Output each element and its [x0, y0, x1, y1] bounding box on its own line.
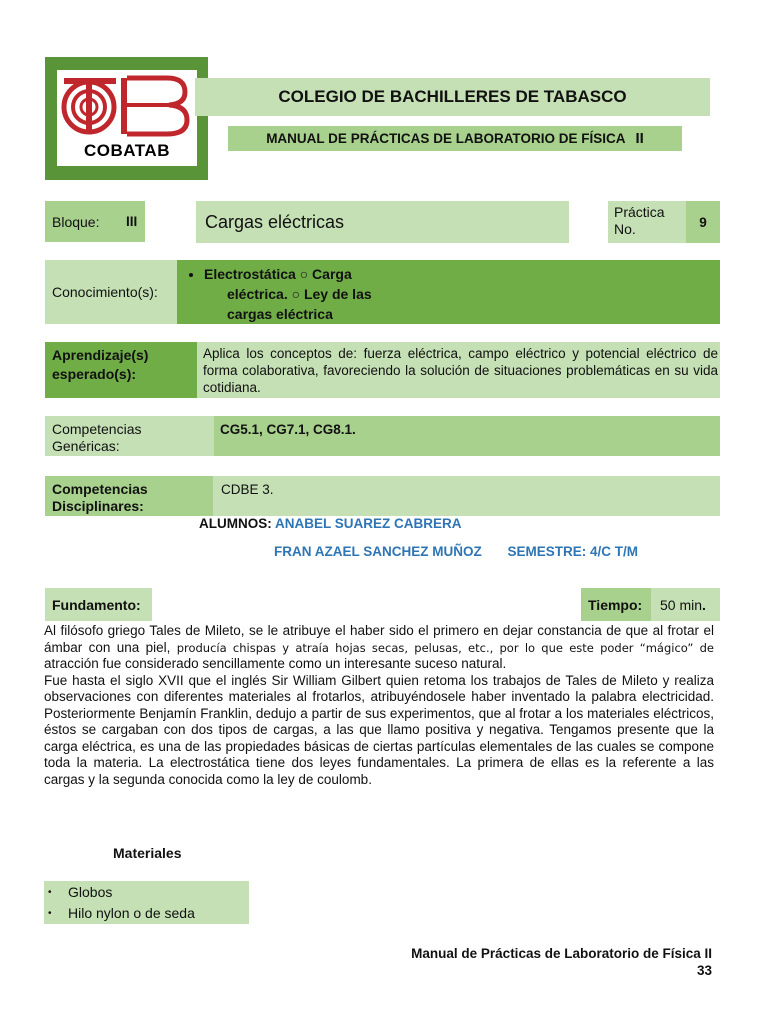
comp-gen-label-line2: Genéricas:	[52, 438, 120, 454]
footer-text: Manual de Prácticas de Laboratorio de Física II	[411, 946, 712, 961]
paragraph-1a: Al filósofo griego Tales de Mileto, se le atribuye el haber sido el primero en dejar constancia de que al frotar el ámbar con una piel,	[44, 623, 714, 655]
bloque-value: III	[120, 201, 145, 242]
conocimiento-list	[204, 264, 720, 284]
tiempo-value	[651, 588, 720, 621]
semestre-text: SEMESTRE: 4/C T/M	[507, 544, 639, 559]
manual-subtitle-text: MANUAL DE PRÁCTICAS DE LABORATORIO DE FÍSICA	[266, 131, 626, 146]
materiales-title: Materiales	[113, 845, 182, 861]
comp-dis-value: CDBE 3.	[213, 476, 720, 516]
conocimiento-content	[177, 260, 720, 324]
manual-subtitle	[228, 126, 682, 151]
comp-gen-label-line1: Competencias	[52, 421, 142, 437]
material-item-text: Globos	[68, 884, 113, 900]
material-item	[48, 903, 249, 924]
practica-number: 9	[686, 201, 720, 243]
conocimiento-item: • Electrostática ○ Carga	[204, 264, 720, 284]
comp-gen-label	[45, 416, 214, 456]
alumno-name-2: FRAN AZAEL SANCHEZ MUÑOZ	[274, 544, 482, 559]
page-number: 33	[696, 963, 712, 978]
paragraph-1	[44, 623, 714, 673]
comp-dis-label-line1: Competencias	[52, 481, 148, 497]
bloque-label: Bloque:	[45, 201, 120, 242]
practica-label	[608, 201, 686, 243]
tiempo-value-suffix: .	[702, 596, 706, 613]
paragraph-1c: atracción fue considerado sencillamente como un interesante suceso natural.	[44, 656, 507, 671]
conocimiento-line3: cargas eléctrica	[227, 306, 333, 322]
practice-topic: Cargas eléctricas	[196, 201, 569, 243]
aprendizaje-label	[45, 342, 197, 398]
fundamento-body	[44, 623, 714, 788]
materiales-items	[48, 882, 249, 924]
bullet-icon: •	[48, 908, 52, 919]
alumno-name-1: ANABEL SUAREZ CABRERA	[275, 516, 462, 531]
alumnos-label: ALUMNOS:	[199, 516, 272, 531]
fundamento-label: Fundamento:	[45, 588, 152, 621]
materiales-list	[44, 881, 249, 924]
conocimiento-line2: eléctrica. ○ Ley de las	[227, 286, 372, 302]
aprendizaje-label-line1: Aprendizaje(s)	[52, 347, 149, 363]
practica-label-line2: No.	[614, 221, 636, 237]
tiempo-label: Tiempo:	[581, 588, 651, 621]
aprendizaje-label-line2: esperado(s):	[52, 366, 137, 382]
bullet-icon: •	[48, 887, 52, 898]
logo-emblem-icon	[57, 70, 197, 140]
manual-subtitle-roman: II	[635, 130, 644, 147]
material-item-text: Hilo nylon o de seda	[68, 905, 195, 921]
paragraph-1b: producía chispas y atraía hojas secas, pelusas, etc., por lo que este poder “mágico” de	[176, 640, 714, 655]
material-item	[48, 882, 249, 903]
aprendizaje-text: Aplica los conceptos de: fuerza eléctrica, campo eléctrico y potencial eléctrico de forma colaborativa, favoreciendo la solución de situaciones problemáticas en su vida cotidiana.	[197, 342, 720, 398]
comp-dis-label	[45, 476, 213, 516]
paragraph-2: Fue hasta el siglo XVII que el inglés Sir William Gilbert quien retoma los trabajos de Tales de Mileto y realiza observaciones con diferentes materiales al frotarlos, atribuyéndosele haber inventado la palabra electricidad. Posteriormente Benjamín Franklin, dedujo a partir de sus experimentos, que al frotar a los materiales eléctricos, éstos se cargaban con dos tipos de cargas, a las que llamo positiva y negativa. Tengamos presente que la carga eléctrica, es una de las propiedades básicas de ciertas partículas elementales de las cuales se compone toda la materia. La electrostática tiene dos leyes fundamentales. La primera de ellas es la referente a las cargas y la segunda conocida como la ley de coulomb.	[44, 672, 714, 787]
school-title: COLEGIO DE BACHILLERES DE TABASCO	[195, 78, 710, 116]
logo-text: COBATAB	[84, 141, 170, 160]
alumnos-line2	[274, 544, 638, 559]
comp-gen-value: CG5.1, CG7.1, CG8.1.	[214, 416, 720, 456]
tiempo-value-text: 50 min	[660, 596, 703, 613]
practica-label-line1: Práctica	[614, 204, 665, 220]
footer	[360, 945, 712, 979]
conocimiento-label: Conocimiento(s):	[45, 260, 177, 324]
alumnos-line1	[199, 516, 462, 531]
comp-dis-label-line2: Disciplinares:	[52, 498, 144, 514]
